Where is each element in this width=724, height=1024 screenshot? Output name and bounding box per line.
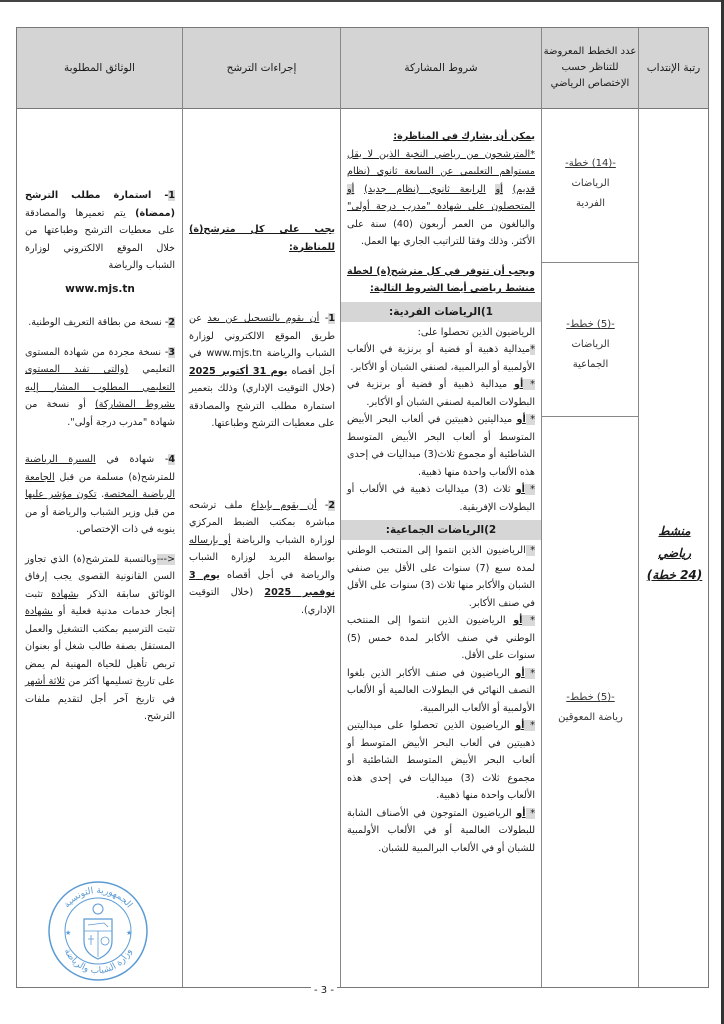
plan-team <box>542 315 639 375</box>
header-documents: الوثائق المطلوبة <box>64 62 135 74</box>
plan-count: -(5) خطط- <box>566 692 615 703</box>
header-conditions: شروط المشاركة <box>404 62 478 74</box>
rank-line: (24 خطة) <box>646 568 703 582</box>
plan-label: الفردية <box>576 198 605 209</box>
plan-disabled <box>542 688 639 728</box>
team-item: * أو الرياضيون المتوجون في الأصناف الشابة للبطولات العالمية أو في الألعاب الأولمبية للشبان أو في الألعاب البرالمبية للشبان. <box>347 807 535 854</box>
rank-title <box>639 520 710 586</box>
document-5-note: --->وبالنسبة للمترشح(ة) الذي تجاوز السن القانونية القصوى يجب إرفاق الوثائق سابقة الذكر بشهادة تثبت إنجاز خدمات مدنية فعلية أو بشهادة تثبت الترسيم بمكتب التشغيل والعمل المستقل بصفة طالب شغل أو بعنوان تربص تأهيل للحياة المهنية لم يمض على تاريخ تسليمها أكثر من ثلاثة أشهر في تاريخ آخر أجل لتقديم ملفات الترشح. <box>25 553 175 722</box>
individual-item: * أو ميداليتين ذهبيتين في ألعاب البحر الأبيض المتوسط أو ألعاب البحر الأبيض المتوسط الشاطئية أو مجموع ثلاث(3) ميداليات في إحدى هذه الألعاب واحدة منها ذهبية. <box>347 414 535 478</box>
header-procedures: إجراءات الترشح <box>226 62 297 74</box>
ministry-stamp-icon <box>46 879 150 983</box>
individual-item: * أو ثلاث (3) ميداليات ذهبية في الألعاب أو البطولات الإفريقية. <box>347 484 535 513</box>
rank-line: رياضي <box>658 546 691 560</box>
team-sports-title: 2)الرياضات الجماعية: <box>341 520 541 540</box>
procedure-step-1: 1- أن يقوم بالتسجيل عن بعد عن طريق الموقع الالكتروني لوزارة الشباب والرياضة www.mjs.tn في أجل أقصاه يوم 31 أكتوبر 2025 (خلال التوقيت الإداري) وذلك بتعمير استمارة مطلب الترشح والمصادقة على معطيات الترشح وطباعتها. <box>189 313 335 429</box>
conditions-additional: ويجب أن تتوفر في كل مترشح(ة) لخطة منشط رياضي أيضا الشروط التالية: <box>347 265 535 294</box>
plan-label: الرياضات <box>571 339 610 350</box>
document-1: 1- استمارة مطلب الترشح (ممضاة) يتم تعميرها والمصادقة على معطيات الترشح وطباعتها من خلال الموقع الالكتروني لوزارة الشباب والرياضة www.mjs.tn <box>25 187 175 298</box>
svg-text:★: ★ <box>65 929 72 937</box>
arrow-icon: ---> <box>156 553 175 565</box>
plan-individual <box>542 154 639 214</box>
header-plans-count: عدد الخطط المعروضة للتناظر حسب الإختصاص الرياضي <box>543 46 637 89</box>
svg-text:★: ★ <box>126 929 133 937</box>
stamp-top-text: الجمهورية التونسية <box>62 885 134 911</box>
individual-sports-title: 1)الرياضات الفردية: <box>341 302 541 322</box>
page-number: - 3 - <box>311 985 337 996</box>
rank-line: منشط <box>658 524 691 538</box>
team-item: * أو الرياضيون الذين انتموا إلى المنتخب الوطني في صنف الأكابر لمدة خمس (5) سنوات على الأقل. <box>347 615 535 661</box>
procedures-cell <box>189 221 335 619</box>
document-4: 4- شهادة في السيرة الرياضية للمترشح(ة) مسلمة من قبل الجامعة الرياضية المختصة. تكون مؤشر عليها من قبل وزير الشباب والرياضة أو من ينوبه في ذات الإختصاص. <box>25 454 175 535</box>
recruitment-table <box>16 27 709 988</box>
column-divider <box>340 28 341 987</box>
team-item: * أو الرياضيون في صنف الأكابر الذين بلغوا النصف النهائي في البطولات العالمية أو الألعاب الأولمبية أو الألعاب البرالمبية. <box>347 667 535 714</box>
plans-column <box>542 28 639 987</box>
page-edge <box>0 0 724 2</box>
document-3: 3- نسخة مجردة من شهادة المستوى التعليمي (والتي تفيد المستوى التعليمي المطلوب المشار إليه بشروط المشاركة) أو نسخة من شهادة "مدرب درجة أولى". <box>25 346 175 428</box>
team-item: * الرياضيون الذين انتموا إلى المنتخب الوطني لمدة سبع (7) سنوات على الأقل بين صنفي الشبان والأكابر منها ثلاث (3) سنوات على الأقل في صنف الأكابر. <box>347 545 535 609</box>
website-link[interactable]: www.mjs.tn <box>65 282 135 295</box>
plan-label: رياضة المعوقين <box>558 712 623 723</box>
conditions-eligible: *المترشحون من رياضي النخبة الذين لا يقل مستواهم التعليمي عن السابعة ثانوي (نظام قديم) أو الرابعة ثانوي (نظام جديد) أو المتحصلون على شهادة "مدرب درجة أولى" والبالغون من العمر أربعون (40) سنة على الأكثر. وذلك وفقا للتراتيب الجاري بها العمل. <box>347 148 535 247</box>
header-rank: رتبة الإنتداب <box>646 62 701 74</box>
documents-cell <box>25 187 175 738</box>
plan-label: الرياضات <box>571 178 610 189</box>
stamp-bottom-text: وزارة الشباب والرياضة <box>61 947 135 977</box>
individual-item: *ميدالية ذهبية أو فضية أو برنزية في الألعاب الأولمبية أو البرالمبية، لصنفي الشبان أو الأكابر. <box>347 344 535 373</box>
column-divider <box>182 28 183 987</box>
plan-count: -(5) خطط- <box>566 319 615 330</box>
conditions-cell <box>347 128 535 857</box>
procedures-intro: يجب على كل مترشح(ة) للمناظرة: <box>189 224 335 253</box>
document-2: 2- نسخة من بطاقة التعريف الوطنية. <box>28 317 175 328</box>
procedure-step-2: 2- أن يقوم بإيداع ملف ترشحه مباشرة بمكتب الضبط المركزي لوزارة الشباب والرياضة أو بإرساله بواسطة البريد لوزارة الشباب والرياضة في أجل أقصاه يوم 3 نوفمبر 2025 (خلال التوقيت الإداري). <box>189 499 335 616</box>
conditions-intro: يمكن أن يشارك في المناظرة: <box>393 131 535 142</box>
individual-item: * أو ميدالية ذهبية أو فضية أو برنزية في البطولات العالمية لصنفي الشبان أو الأكابر. <box>347 379 535 408</box>
plan-label: الجماعية <box>572 359 609 370</box>
row-divider <box>542 262 639 263</box>
plan-count: -(14) خطة- <box>565 158 616 169</box>
row-divider <box>542 416 639 417</box>
individual-intro: الرياضيون الذين تحصلوا على: <box>417 326 535 338</box>
team-item: * أو الرياضيون الذين تحصلوا على ميداليتين ذهبيتين في ألعاب البحر الأبيض المتوسط أو ألعاب البحر الأبيض المتوسط الشاطئية أو مجموع ثلاث (3) ميداليات في إحدى هذه الألعاب واحدة منها ذهبية. <box>347 720 536 801</box>
